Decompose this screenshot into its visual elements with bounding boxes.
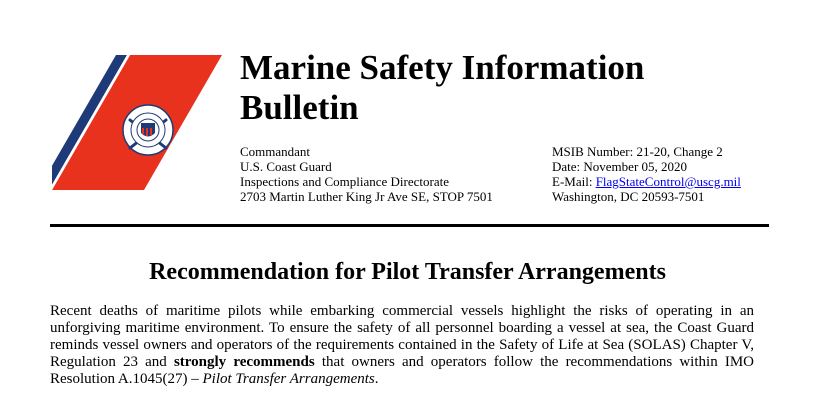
- paragraph-text-1: Recent deaths of maritime pilots while embarking commercial vessels highlight the risks of operating in an unforgiving maritime environment. To ensure the safety of all personnel boarding a vessel at sea, the Coast Guard reminds vessel owners and operators of the requirements contained in the Safety of Life at Sea (SOLAS) Chapter V, Regulation 23 and: [50, 303, 754, 370]
- paragraph-italic-text: Pilot Transfer Arrangements: [202, 371, 375, 387]
- bulletin-info: [552, 144, 741, 204]
- coast-guard-logo: [52, 55, 222, 190]
- header-divider: [50, 224, 769, 227]
- address-line: 2703 Martin Luther King Jr Ave SE, STOP 7501: [240, 189, 493, 204]
- address-line: Commandant: [240, 144, 311, 159]
- address-line: U.S. Coast Guard: [240, 159, 332, 174]
- msib-number: MSIB Number: 21-20, Change 2: [552, 144, 723, 159]
- paragraph-end: .: [374, 371, 379, 387]
- commandant-address: [240, 144, 493, 204]
- title-line-2: Bulletin: [240, 88, 359, 127]
- email-label: E-Mail:: [552, 174, 596, 189]
- bulletin-title: [240, 48, 644, 128]
- email-line: [552, 174, 741, 189]
- paragraph-bold-text: strongly recommends: [173, 354, 315, 370]
- coast-guard-emblem-icon: [123, 105, 173, 155]
- email-link[interactable]: FlagStateControl@uscg.mil: [595, 174, 741, 189]
- address-line: Inspections and Compliance Directorate: [240, 174, 450, 189]
- title-line-1: Marine Safety Information: [240, 48, 645, 87]
- paragraph-text-2: that owners and operators follow the recommendations within IMO Resolution A.1045(27) –: [50, 354, 755, 387]
- document-title: Recommendation for Pilot Transfer Arrangements: [149, 259, 666, 285]
- city-line: Washington, DC 20593-7501: [552, 189, 705, 204]
- bulletin-date: Date: November 05, 2020: [552, 159, 688, 174]
- body-paragraph: [50, 303, 754, 388]
